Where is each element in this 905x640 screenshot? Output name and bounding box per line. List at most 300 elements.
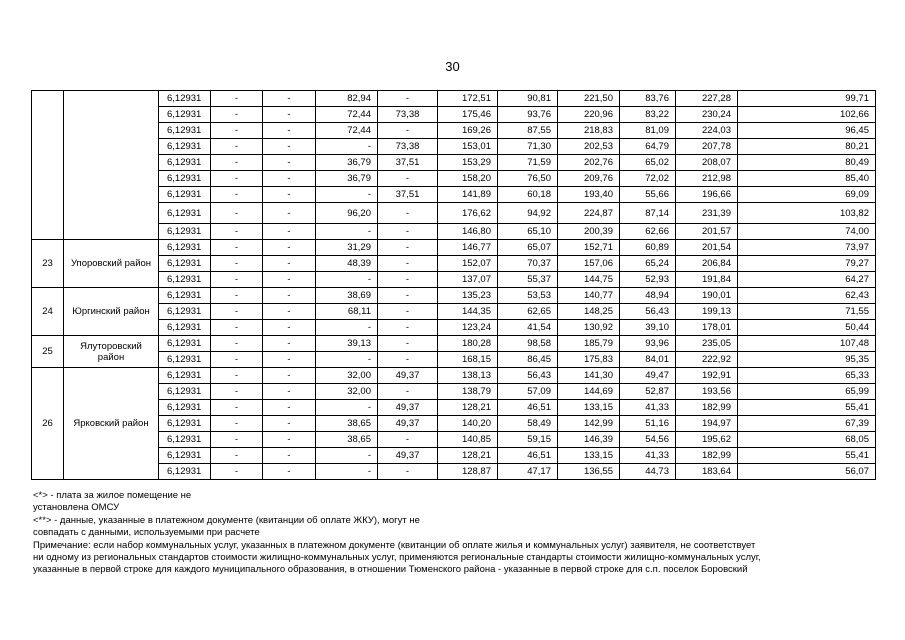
table-cell: 142,99 [558, 416, 620, 432]
table-cell: 6,12931 [159, 368, 211, 384]
table-cell: 207,78 [676, 139, 738, 155]
table-cell: 231,39 [676, 203, 738, 224]
table-cell: - [211, 187, 263, 203]
table-cell: 32,00 [316, 384, 378, 400]
table-cell: 148,25 [558, 304, 620, 320]
table-row [32, 384, 876, 400]
table-cell: 201,57 [676, 224, 738, 240]
table-cell: - [263, 240, 316, 256]
table-cell: 141,89 [438, 187, 498, 203]
table-cell: - [211, 448, 263, 464]
table-cell: 62,66 [620, 224, 676, 240]
table-cell: 83,76 [620, 91, 676, 107]
table-cell: 51,16 [620, 416, 676, 432]
table-cell: 6,12931 [159, 448, 211, 464]
footnote-line: <**> - данные, указанные в платежном документе (квитанции об оплате ЖКУ), могут не [33, 514, 420, 526]
table-cell: 230,24 [676, 107, 738, 123]
table-cell: 68,05 [738, 432, 876, 448]
table-cell: 56,07 [738, 464, 876, 480]
table-cell: 123,24 [438, 320, 498, 336]
table-cell: 209,76 [558, 171, 620, 187]
table-cell: 37,51 [378, 187, 438, 203]
table-cell: - [263, 107, 316, 123]
table-cell: - [211, 464, 263, 480]
table-cell: 169,26 [438, 123, 498, 139]
table-cell: 128,21 [438, 400, 498, 416]
table-cell: 103,82 [738, 203, 876, 224]
table-cell: 133,15 [558, 400, 620, 416]
table-cell: 32,00 [316, 368, 378, 384]
table-cell: 82,94 [316, 91, 378, 107]
table-row [32, 368, 876, 384]
district-name: Юргинский район [64, 288, 159, 336]
table-row [32, 171, 876, 187]
table-cell: 6,12931 [159, 256, 211, 272]
table-cell: 36,79 [316, 171, 378, 187]
row-number: 25 [32, 336, 64, 368]
table-cell: 128,21 [438, 448, 498, 464]
table-cell: 49,37 [378, 368, 438, 384]
table-cell: 72,02 [620, 171, 676, 187]
table-cell: 227,28 [676, 91, 738, 107]
table-row [32, 139, 876, 155]
table-cell: 81,09 [620, 123, 676, 139]
table-cell: 64,27 [738, 272, 876, 288]
table-cell: - [316, 224, 378, 240]
table-cell: - [263, 320, 316, 336]
table-cell: 140,85 [438, 432, 498, 448]
table-cell: - [378, 304, 438, 320]
table-cell: 38,69 [316, 288, 378, 304]
table-cell: 64,79 [620, 139, 676, 155]
district-name: Ялуторовский район [64, 336, 159, 368]
table-cell: 95,35 [738, 352, 876, 368]
table-row [32, 320, 876, 336]
table-cell: 41,54 [498, 320, 558, 336]
table-cell: 202,76 [558, 155, 620, 171]
table-cell: 55,37 [498, 272, 558, 288]
table-cell: - [378, 224, 438, 240]
table-cell: 222,92 [676, 352, 738, 368]
table-cell: - [263, 171, 316, 187]
table-cell: 80,49 [738, 155, 876, 171]
table-cell: 71,55 [738, 304, 876, 320]
table-cell: 175,83 [558, 352, 620, 368]
table-cell: 80,21 [738, 139, 876, 155]
table-row [32, 432, 876, 448]
table-cell: - [211, 400, 263, 416]
table-cell: - [211, 155, 263, 171]
table-cell: 6,12931 [159, 139, 211, 155]
table-cell: 68,11 [316, 304, 378, 320]
table-cell: 193,40 [558, 187, 620, 203]
table-cell: - [263, 224, 316, 240]
table-cell: 152,07 [438, 256, 498, 272]
table-cell: 212,98 [676, 171, 738, 187]
table-body [32, 91, 876, 480]
table-cell: - [211, 272, 263, 288]
table-cell: 6,12931 [159, 171, 211, 187]
table-cell: 194,97 [676, 416, 738, 432]
table-row [32, 91, 876, 107]
table-row [32, 464, 876, 480]
table-cell: 144,75 [558, 272, 620, 288]
table-cell: - [378, 240, 438, 256]
table-cell: 157,06 [558, 256, 620, 272]
footnote-line: Примечание: если набор коммунальных услуг, указанных в платежном документе (квитанции об оплате жилья и коммунальных услуг) заявителя, не соответствует [33, 539, 756, 551]
table-cell: 6,12931 [159, 91, 211, 107]
table-cell: 99,71 [738, 91, 876, 107]
table-cell: 36,79 [316, 155, 378, 171]
table-cell: 48,94 [620, 288, 676, 304]
table-cell: 146,80 [438, 224, 498, 240]
table-row [32, 352, 876, 368]
footnote-line: совпадать с данными, используемыми при расчете [33, 527, 260, 539]
table-cell: 172,51 [438, 91, 498, 107]
table-cell: 6,12931 [159, 107, 211, 123]
row-number: 23 [32, 240, 64, 288]
footnotes [33, 490, 893, 577]
table-cell: 138,79 [438, 384, 498, 400]
table-cell: 6,12931 [159, 464, 211, 480]
table-cell: 152,71 [558, 240, 620, 256]
table-cell: 175,46 [438, 107, 498, 123]
page-number: 30 [445, 59, 460, 74]
table-cell: 178,01 [676, 320, 738, 336]
table-cell: 96,45 [738, 123, 876, 139]
table-cell: 6,12931 [159, 272, 211, 288]
table-cell: - [378, 272, 438, 288]
table-cell: 137,07 [438, 272, 498, 288]
table-cell: 86,45 [498, 352, 558, 368]
table-cell: 65,24 [620, 256, 676, 272]
table-cell: 69,09 [738, 187, 876, 203]
table-cell: - [378, 320, 438, 336]
table-cell: 38,65 [316, 416, 378, 432]
table-cell: 6,12931 [159, 203, 211, 224]
table-cell: 85,40 [738, 171, 876, 187]
table-row [32, 304, 876, 320]
table-cell: 191,84 [676, 272, 738, 288]
table-cell: 102,66 [738, 107, 876, 123]
table-cell: 6,12931 [159, 240, 211, 256]
table-row [32, 203, 876, 224]
table-cell: - [211, 224, 263, 240]
table-cell: 183,64 [676, 464, 738, 480]
table-cell: 54,56 [620, 432, 676, 448]
table-cell: - [378, 91, 438, 107]
table-cell: 65,02 [620, 155, 676, 171]
table-cell: 235,05 [676, 336, 738, 352]
table-cell: 62,43 [738, 288, 876, 304]
table-cell: 195,62 [676, 432, 738, 448]
table-cell: - [263, 256, 316, 272]
table-cell: - [263, 288, 316, 304]
table-row [32, 256, 876, 272]
table-cell: 71,59 [498, 155, 558, 171]
table-cell: 59,15 [498, 432, 558, 448]
table-cell: - [378, 384, 438, 400]
district-name [64, 91, 159, 240]
table-cell: 65,33 [738, 368, 876, 384]
table-cell: - [378, 336, 438, 352]
table-cell: - [263, 272, 316, 288]
table-cell: 128,87 [438, 464, 498, 480]
table-cell: - [263, 432, 316, 448]
table-cell: 73,38 [378, 139, 438, 155]
footnote-line: установлена ОМСУ [33, 502, 120, 514]
table-cell: - [211, 288, 263, 304]
table-row [32, 448, 876, 464]
standards-table [31, 90, 876, 480]
row-number: 24 [32, 288, 64, 336]
table-cell: 39,10 [620, 320, 676, 336]
table-row [32, 107, 876, 123]
table-cell: 76,50 [498, 171, 558, 187]
footnote-line: ни одному из региональных стандартов стоимости жилищно-коммунальных услуг, применяются региональные стандарты стоимости жилищно-коммунальных услуг, [33, 552, 761, 564]
table-cell: 60,18 [498, 187, 558, 203]
table-cell: 6,12931 [159, 224, 211, 240]
table-cell: 79,27 [738, 256, 876, 272]
table-cell: - [378, 203, 438, 224]
table-cell: - [211, 123, 263, 139]
table-cell: 218,83 [558, 123, 620, 139]
table-cell: 153,01 [438, 139, 498, 155]
table-cell: - [316, 320, 378, 336]
table-cell: 192,91 [676, 368, 738, 384]
table-cell: - [211, 304, 263, 320]
table-cell: 49,37 [378, 416, 438, 432]
table-cell: 62,65 [498, 304, 558, 320]
table-cell: - [378, 123, 438, 139]
table-row [32, 224, 876, 240]
table-row [32, 336, 876, 352]
footnote-line: <*> - плата за жилое помещение не [33, 490, 192, 501]
row-number: 26 [32, 368, 64, 480]
table-cell: - [378, 171, 438, 187]
table-cell: 140,20 [438, 416, 498, 432]
table-cell: 46,51 [498, 400, 558, 416]
table-cell: 58,49 [498, 416, 558, 432]
table-cell: - [316, 448, 378, 464]
table-cell: - [211, 171, 263, 187]
table-cell: 73,38 [378, 107, 438, 123]
table-cell: - [378, 352, 438, 368]
table-cell: 144,35 [438, 304, 498, 320]
table-cell: 90,81 [498, 91, 558, 107]
table-cell: 146,77 [438, 240, 498, 256]
table-cell: 93,76 [498, 107, 558, 123]
table-cell: 130,92 [558, 320, 620, 336]
table-cell: 182,99 [676, 400, 738, 416]
table-cell: - [211, 203, 263, 224]
table-cell: 94,92 [498, 203, 558, 224]
table-cell: 107,48 [738, 336, 876, 352]
table-cell: 140,77 [558, 288, 620, 304]
table-cell: 56,43 [620, 304, 676, 320]
table-cell: 221,50 [558, 91, 620, 107]
table-cell: 65,10 [498, 224, 558, 240]
table-cell: - [378, 432, 438, 448]
table-cell: 6,12931 [159, 400, 211, 416]
table-cell: - [316, 272, 378, 288]
table-cell: 6,12931 [159, 416, 211, 432]
table-cell: 153,29 [438, 155, 498, 171]
table-cell: 182,99 [676, 448, 738, 464]
table-cell: 190,01 [676, 288, 738, 304]
table-cell: 138,13 [438, 368, 498, 384]
table-cell: 87,55 [498, 123, 558, 139]
table-cell: 201,54 [676, 240, 738, 256]
table-cell: 65,99 [738, 384, 876, 400]
table-cell: 6,12931 [159, 155, 211, 171]
table-cell: - [263, 384, 316, 400]
table-cell: 6,12931 [159, 304, 211, 320]
table-cell: - [316, 400, 378, 416]
table-cell: 6,12931 [159, 288, 211, 304]
table-cell: 202,53 [558, 139, 620, 155]
table-cell: - [263, 187, 316, 203]
table-cell: - [263, 448, 316, 464]
table-cell: - [263, 400, 316, 416]
table-cell: 168,15 [438, 352, 498, 368]
table-cell: 57,09 [498, 384, 558, 400]
table-cell: - [263, 368, 316, 384]
table-cell: 72,44 [316, 123, 378, 139]
table-cell: - [211, 384, 263, 400]
table-row [32, 272, 876, 288]
table-cell: 196,66 [676, 187, 738, 203]
table-cell: 55,66 [620, 187, 676, 203]
table-cell: 6,12931 [159, 123, 211, 139]
table-cell: 133,15 [558, 448, 620, 464]
table-cell: - [211, 432, 263, 448]
table-cell: - [263, 304, 316, 320]
table-cell: - [378, 256, 438, 272]
table-cell: - [263, 123, 316, 139]
table-cell: 206,84 [676, 256, 738, 272]
table-cell: 84,01 [620, 352, 676, 368]
table-cell: - [263, 155, 316, 171]
table-cell: 55,41 [738, 448, 876, 464]
table-cell: 83,22 [620, 107, 676, 123]
table-row [32, 155, 876, 171]
table-row [32, 416, 876, 432]
table-row [32, 400, 876, 416]
table-cell: 220,96 [558, 107, 620, 123]
table-cell: 6,12931 [159, 352, 211, 368]
table-cell: 200,39 [558, 224, 620, 240]
table-cell: - [263, 352, 316, 368]
table-cell: 52,93 [620, 272, 676, 288]
table-cell: 49,37 [378, 448, 438, 464]
table-cell: 224,87 [558, 203, 620, 224]
table-cell: 52,87 [620, 384, 676, 400]
table-cell: 98,58 [498, 336, 558, 352]
table-cell: 37,51 [378, 155, 438, 171]
table-cell: 87,14 [620, 203, 676, 224]
footnote-line: указанные в первой строке для каждого муниципального образования, в отношении Тюменского района - указанные в первой строке для с.п. поселок Боровский [33, 564, 748, 576]
table-cell: 224,03 [676, 123, 738, 139]
table-cell: 72,44 [316, 107, 378, 123]
table-cell: - [263, 416, 316, 432]
table-cell: - [211, 352, 263, 368]
table-cell: 193,56 [676, 384, 738, 400]
table-row [32, 288, 876, 304]
table-cell: 208,07 [676, 155, 738, 171]
table-cell: 55,41 [738, 400, 876, 416]
table-cell: 65,07 [498, 240, 558, 256]
table-cell: 93,96 [620, 336, 676, 352]
table-cell: - [316, 187, 378, 203]
table-cell: - [211, 139, 263, 155]
table-cell: - [263, 139, 316, 155]
table-cell: 158,20 [438, 171, 498, 187]
table-cell: 6,12931 [159, 384, 211, 400]
table-cell: 44,73 [620, 464, 676, 480]
table-cell: 6,12931 [159, 187, 211, 203]
row-number [32, 91, 64, 240]
table-cell: 60,89 [620, 240, 676, 256]
table-cell: - [211, 416, 263, 432]
table-cell: - [263, 91, 316, 107]
table-cell: 141,30 [558, 368, 620, 384]
table-cell: - [316, 352, 378, 368]
table-cell: - [211, 91, 263, 107]
table-cell: 180,28 [438, 336, 498, 352]
table-cell: 46,51 [498, 448, 558, 464]
table-cell: 136,55 [558, 464, 620, 480]
table-cell: - [211, 240, 263, 256]
table-cell: 38,65 [316, 432, 378, 448]
table-cell: 176,62 [438, 203, 498, 224]
table-cell: 49,37 [378, 400, 438, 416]
table-cell: 31,29 [316, 240, 378, 256]
table-cell: - [211, 256, 263, 272]
table-cell: 199,13 [676, 304, 738, 320]
table-cell: - [378, 288, 438, 304]
district-name: Упоровский район [64, 240, 159, 288]
table-cell: 53,53 [498, 288, 558, 304]
table-row [32, 123, 876, 139]
table-cell: 74,00 [738, 224, 876, 240]
table-cell: - [378, 464, 438, 480]
district-name: Ярковский район [64, 368, 159, 480]
table-cell: 6,12931 [159, 320, 211, 336]
table-cell: - [211, 336, 263, 352]
table-cell: 144,69 [558, 384, 620, 400]
table-cell: 70,37 [498, 256, 558, 272]
table-cell: - [211, 368, 263, 384]
table-cell: 48,39 [316, 256, 378, 272]
table-row [32, 240, 876, 256]
table-cell: 50,44 [738, 320, 876, 336]
table-cell: 96,20 [316, 203, 378, 224]
table-cell: 146,39 [558, 432, 620, 448]
table-cell: - [263, 203, 316, 224]
table-cell: 41,33 [620, 400, 676, 416]
table-row [32, 187, 876, 203]
table-cell: 6,12931 [159, 336, 211, 352]
table-cell: 67,39 [738, 416, 876, 432]
table-cell: 39,13 [316, 336, 378, 352]
table-cell: - [316, 139, 378, 155]
table-cell: 135,23 [438, 288, 498, 304]
table-cell: 47,17 [498, 464, 558, 480]
table-cell: - [263, 464, 316, 480]
table-cell: 56,43 [498, 368, 558, 384]
table-cell: 49,47 [620, 368, 676, 384]
